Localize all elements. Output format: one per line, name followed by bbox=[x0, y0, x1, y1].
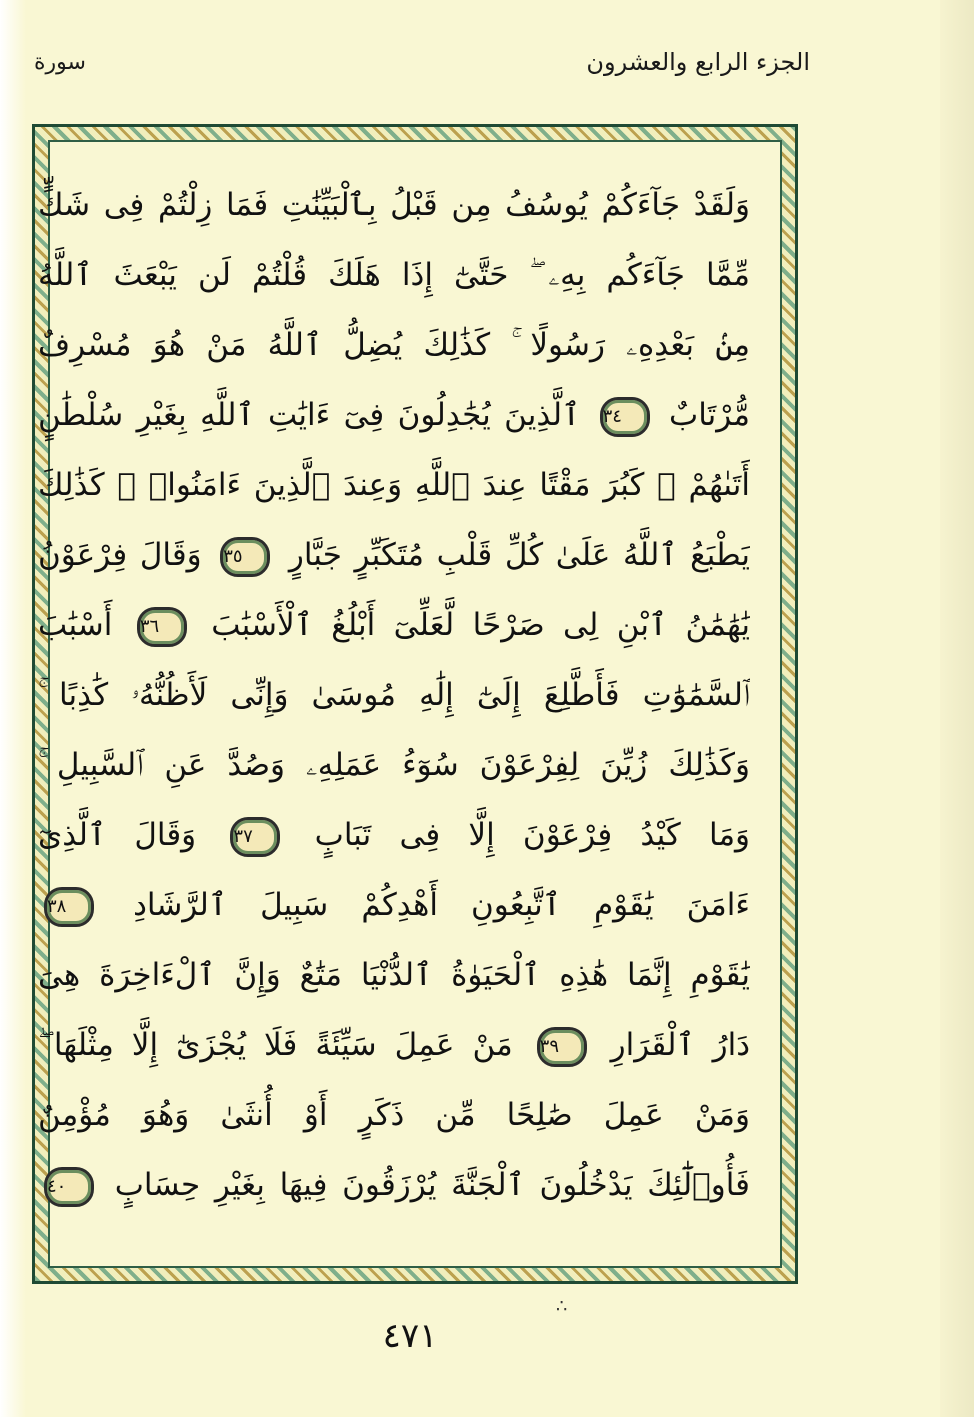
surah-label: سورة bbox=[34, 50, 86, 75]
line-text: ٱلسَّمَٰوَٰتِ فَأَطَّلِعَ إِلَىٰٓ إِلَٰهِ مُوسَىٰ وَإِنِّى لَأَظُنُّهُۥ كَٰذِبًا ۚ bbox=[38, 677, 750, 713]
ayah-number-marker: ٣٨ bbox=[44, 887, 94, 927]
line-text: وَلَقَدْ جَآءَكُمْ يُوسُفُ مِن قَبْلُ بِٱلْبَيِّنَٰتِ فَمَا زِلْتُمْ فِى شَكٍّ bbox=[38, 187, 750, 223]
page-spine bbox=[940, 0, 974, 1417]
line-text: يَٰقَوْمِ إِنَّمَا هَٰذِهِ ٱلْحَيَوٰةُ ٱلدُّنْيَا مَتَٰعٌ وَإِنَّ ٱلْءَاخِرَةَ هِىَ bbox=[38, 957, 750, 993]
verse-text-area bbox=[38, 150, 750, 1258]
line-text: دَارُ ٱلْقَرَارِ bbox=[610, 1027, 750, 1063]
text-line bbox=[38, 730, 750, 800]
text-line bbox=[38, 450, 750, 520]
text-line bbox=[38, 310, 750, 380]
text-line bbox=[38, 870, 750, 940]
text-line bbox=[38, 170, 750, 240]
page-edge-shade bbox=[0, 0, 26, 1417]
text-line bbox=[38, 660, 750, 730]
page-header bbox=[30, 44, 810, 88]
line-text: ءَامَنَ يَٰقَوْمِ ٱتَّبِعُونِ أَهْدِكُمْ سَبِيلَ ٱلرَّشَادِ bbox=[133, 887, 750, 923]
line-text: أَسْبَٰبَ bbox=[38, 607, 113, 643]
line-text: مِّمَّا جَآءَكُم بِهِۦ ۖ حَتَّىٰٓ إِذَا هَلَكَ قُلْتُمْ لَن يَبْعَثَ ٱللَّهُ bbox=[38, 257, 750, 293]
ayah-number-marker: ٣٤ bbox=[600, 397, 650, 437]
text-line bbox=[38, 800, 750, 870]
text-line bbox=[38, 520, 750, 590]
line-text: مُّرْتَابٌ bbox=[669, 397, 750, 433]
ayah-number-marker: ٣٦ bbox=[137, 607, 187, 647]
ayah-number-marker: ٣٧ bbox=[230, 817, 280, 857]
text-line bbox=[38, 940, 750, 1010]
text-line bbox=[38, 1150, 750, 1220]
ayah-number-marker: ٤٠ bbox=[44, 1167, 94, 1207]
page-number: ٤٧١ bbox=[382, 1316, 438, 1356]
line-text: مِنۢ بَعْدِهِۦ رَسُولًا ۚ كَذَٰلِكَ يُضِلُّ ٱللَّهُ مَنْ هُوَ مُسْرِفٌ bbox=[38, 327, 750, 363]
text-line bbox=[38, 1080, 750, 1150]
text-line bbox=[38, 1010, 750, 1080]
ayah-number-marker: ٣٩ bbox=[537, 1027, 587, 1067]
text-line bbox=[38, 380, 750, 450]
line-text: وَمَا كَيْدُ فِرْعَوْنَ إِلَّا فِى تَبَابٍ bbox=[314, 817, 750, 853]
line-text: يَطْبَعُ ٱللَّهُ عَلَىٰ كُلِّ قَلْبِ مُتَكَبِّرٍ جَبَّارٍ bbox=[288, 537, 750, 573]
ayah-number-marker: ٣٥ bbox=[220, 537, 270, 577]
juz-label: الجزء الرابع والعشرون bbox=[586, 48, 810, 76]
line-text: وَمَنْ عَمِلَ صَٰلِحًا مِّن ذَكَرٍ أَوْ أُنثَىٰ وَهُوَ مُؤْمِنٌ bbox=[38, 1097, 750, 1133]
text-line bbox=[38, 240, 750, 310]
line-text: مَنْ عَمِلَ سَيِّئَةً فَلَا يُجْزَىٰٓ إِلَّا مِثْلَهَا ۖ bbox=[38, 1027, 513, 1063]
text-line bbox=[38, 590, 750, 660]
line-text: وَقَالَ ٱلَّذِىٓ bbox=[38, 817, 197, 853]
line-text: وَكَذَٰلِكَ زُيِّنَ لِفِرْعَوْنَ سُوٓءُ عَمَلِهِۦ وَصُدَّ عَنِ ٱلسَّبِيلِ ۚ bbox=[38, 747, 750, 783]
line-text: وَقَالَ فِرْعَوْنُ bbox=[38, 537, 202, 573]
line-text: أَتَىٰهُمْ ۖ كَبُرَ مَقْتًا عِندَ ٱللَّهِ وَعِندَ ٱلَّذِينَ ءَامَنُوا۟ ۚ كَذَٰلِكَ bbox=[38, 467, 750, 503]
line-text: يَٰهَٰمَٰنُ ٱبْنِ لِى صَرْحًا لَّعَلِّىٓ أَبْلُغُ ٱلْأَسْبَٰبَ bbox=[211, 607, 750, 643]
ornament-dots: ∴ bbox=[556, 1296, 572, 1317]
line-text: ٱلَّذِينَ يُجَٰدِلُونَ فِىٓ ءَايَٰتِ ٱللَّهِ بِغَيْرِ سُلْطَٰنٍ bbox=[38, 397, 581, 433]
line-text: فَأُو۟لَٰٓئِكَ يَدْخُلُونَ ٱلْجَنَّةَ يُرْزَقُونَ فِيهَا بِغَيْرِ حِسَابٍ bbox=[114, 1167, 750, 1203]
